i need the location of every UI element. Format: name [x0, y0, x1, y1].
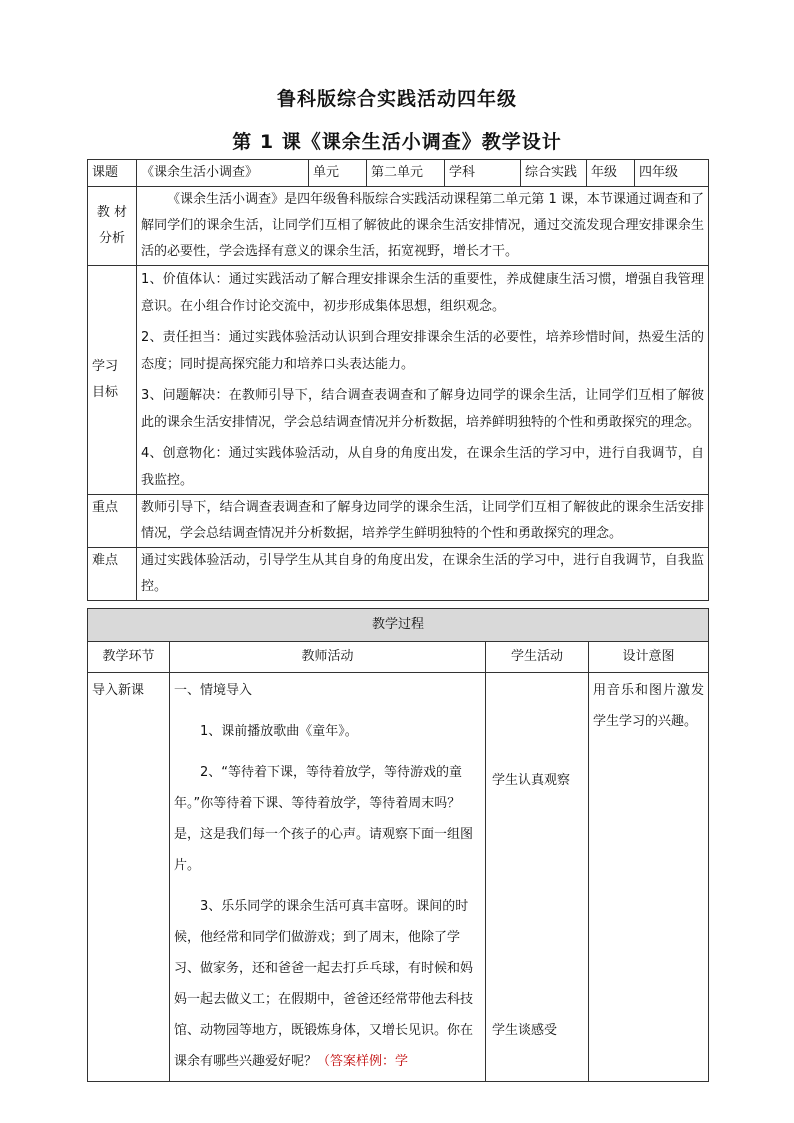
teacher-step-2: 2、“等待着下课，等待着放学，等待游戏的童年。”你等待着下课、等待着放学，等待着周末吗？是，这是我们每一个孩子的心声。请观察下面一组图片。: [174, 765, 474, 873]
teacher-step-3-text: 3、乐乐同学的课余生活可真丰富呀。课间的时候，他经常和同学们做游戏；到了周末，他除了学习、做家务，还和爸爸一起去打乒乓球，有时候和妈妈一起去做义工；在假期中，爸爸还经常带他去科技馆、动物园等地方，既锻炼身体，又增长见识。你在课余有哪些兴趣爱好呢？: [174, 899, 474, 1069]
difficulties-text: 通过实践体验活动，引导学生从其自身的角度出发，在课余生活的学习中，进行自我调节，自我监控。: [141, 553, 704, 594]
header-intent: 设计意图: [589, 642, 709, 673]
analysis-cell: [137, 187, 709, 266]
key-points-cell: [137, 495, 709, 548]
header-stage: 教学环节: [88, 642, 170, 673]
student-activity-2: 学生谈感受: [492, 1023, 558, 1038]
difficulties-row: [88, 548, 709, 601]
teacher-heading: 一、情境导入: [174, 683, 253, 698]
answer-sample: （答案样例：学: [317, 1054, 409, 1069]
process-header-row: [88, 642, 709, 673]
key-points-label: 重点: [88, 495, 137, 548]
subject-label: 学科: [445, 160, 521, 187]
intent-cell: [589, 673, 709, 1082]
student-activity-1: 学生认真观察: [492, 773, 571, 788]
subject-value: 综合实践: [521, 160, 587, 187]
objectives-label: 学习 目标: [88, 266, 137, 495]
key-points-row: [88, 495, 709, 548]
process-title-row: [88, 609, 709, 642]
topic-value: 《课余生活小调查》: [137, 160, 309, 187]
lesson-info-table: [87, 159, 709, 601]
objectives-cell: [137, 266, 709, 495]
difficulties-label: 难点: [88, 548, 137, 601]
lesson-title: 第 1 课《课余生活小调查》教学设计: [232, 131, 562, 153]
topic-label: 课题: [88, 160, 137, 187]
unit-value: 第二单元: [367, 160, 445, 187]
objective-item-3: 3、问题解决：在教师引导下，结合调查表调查和了解身边同学的课余生活，让同学们互相了解彼此的课余生活安排情况，学会总结调查情况并分析数据，培养鲜明独特的个性和勇敢探究的理念。: [141, 388, 704, 430]
document-title: 鲁科版综合实践活动四年级: [276, 88, 517, 110]
grade-label: 年级: [587, 160, 635, 187]
header-student: 学生活动: [486, 642, 589, 673]
teaching-process-table: [87, 608, 709, 1082]
difficulties-cell: [137, 548, 709, 601]
analysis-label: 教 材 分析: [88, 187, 137, 266]
teacher-step-3: [174, 891, 481, 1077]
analysis-row: [88, 187, 709, 266]
stage-cell: 导入新课: [88, 673, 170, 1082]
objectives-row: [88, 266, 709, 495]
teacher-cell: [170, 673, 486, 1082]
header-teacher: 教师活动: [170, 642, 486, 673]
process-row: [88, 673, 709, 1082]
key-points-text: 教师引导下，结合调查表调查和了解身边同学的课余生活，让同学们互相了解彼此的课余生活安排情况，学会总结调查情况并分析数据，培养学生鲜明独特的个性和勇敢探究的理念。: [141, 500, 704, 541]
objective-item-1: 1、价值体认：通过实践活动了解合理安排课余生活的重要性，养成健康生活习惯，增强自我管理意识。在小组合作讨论交流中，初步形成集体思想，组织观念。: [141, 272, 704, 314]
objective-item-4: 4、创意物化：通过实践体验活动，从自身的角度出发，在课余生活的学习中，进行自我调节，自我监控。: [141, 446, 704, 488]
teacher-step-1: 1、课前播放歌曲《童年》。: [200, 724, 358, 739]
design-intent: 用音乐和图片激发学生学习的兴趣。: [593, 683, 705, 729]
process-title: 教学过程: [88, 609, 709, 642]
info-row: [88, 160, 709, 187]
analysis-text: 《课余生活小调查》是四年级鲁科版综合实践活动课程第二单元第 1 课，本节课通过调查和了解同学们的课余生活，让同学们互相了解彼此的课余生活安排情况，通过交流发现合理安排课余生活的必要性，学会选择有意义的课余生活，拓宽视野，增长才干。: [141, 192, 704, 259]
unit-label: 单元: [309, 160, 367, 187]
student-cell: [486, 673, 589, 1082]
objective-item-2: 2、责任担当：通过实践体验活动认识到合理安排课余生活的必要性，培养珍惜时间，热爱生活的态度；同时提高探究能力和培养口头表达能力。: [141, 330, 704, 372]
grade-value: 四年级: [635, 160, 709, 187]
